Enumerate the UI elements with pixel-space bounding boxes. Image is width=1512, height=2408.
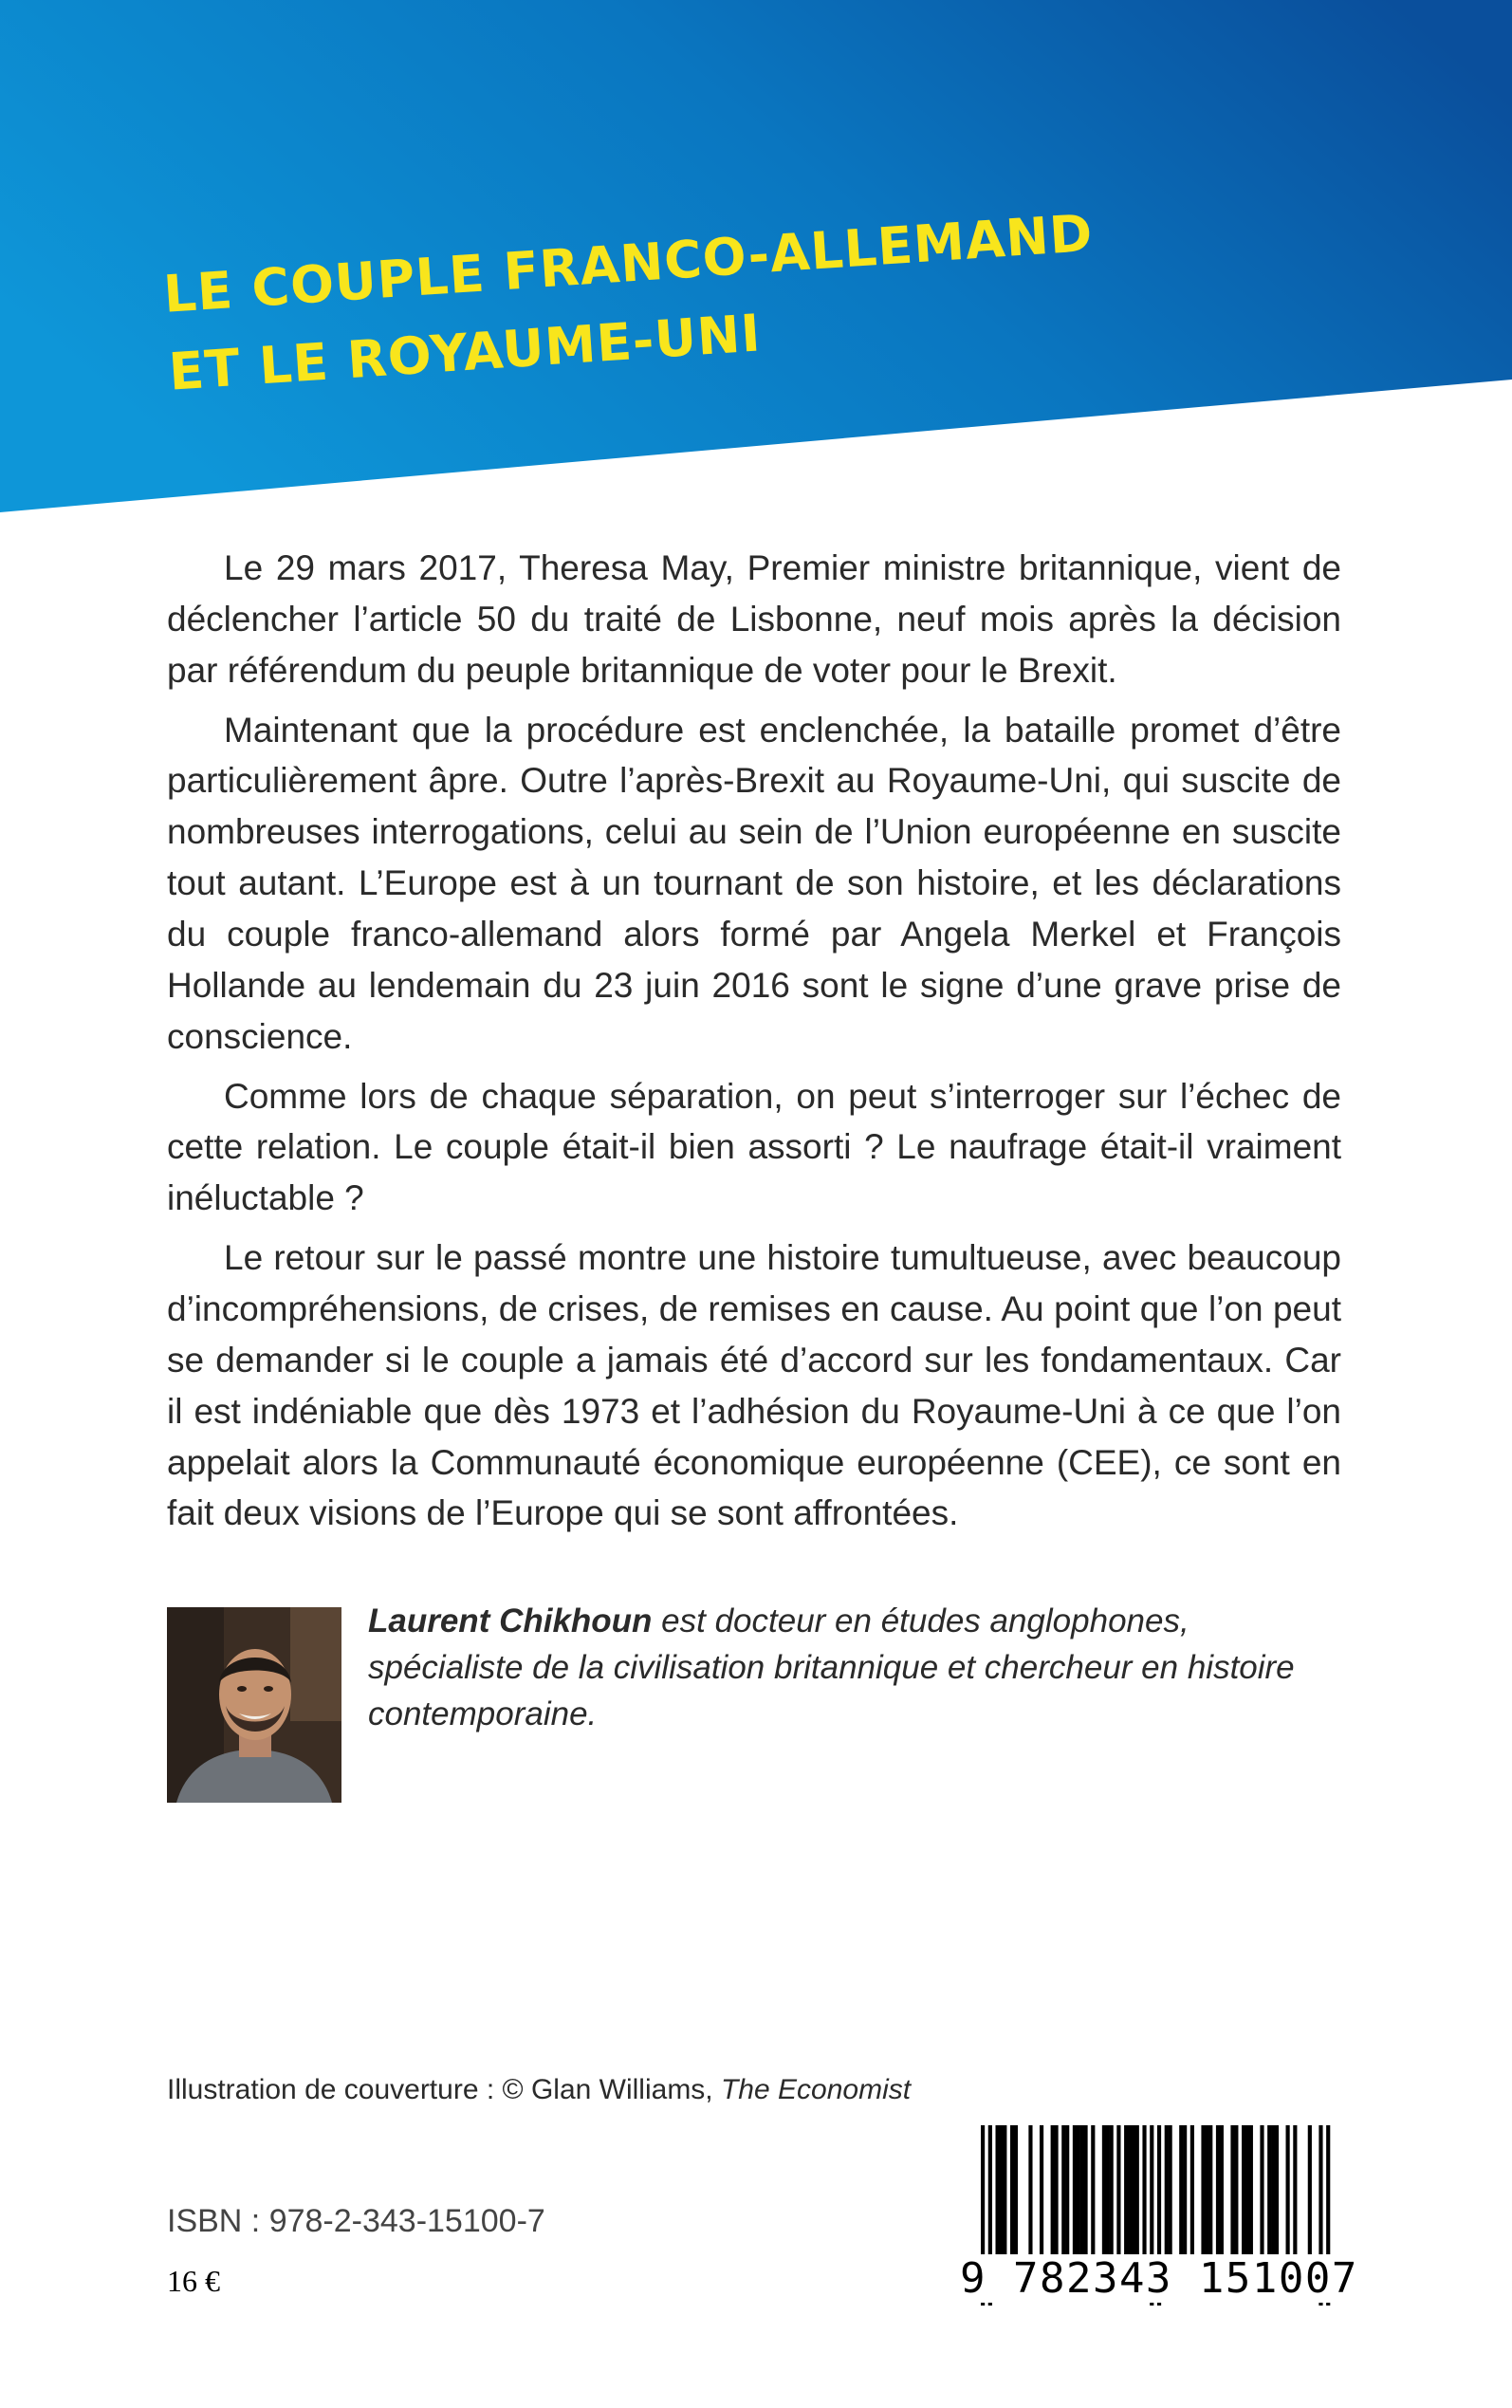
barcode-bar <box>1216 2125 1220 2258</box>
price: 16 € <box>167 2264 220 2298</box>
summary-paragraph: Comme lors de chaque séparation, on peut s’interroger sur l’échec de cette relation. Le couple était-il bien assorti ? Le naufrage était-il vraiment inéluctable ? <box>167 1076 1341 1218</box>
barcode-bar <box>1308 2125 1312 2258</box>
isbn: ISBN : 978-2-343-15100-7 <box>167 2203 545 2239</box>
book-title-line-2: ET LE ROYAUME-UNI <box>167 303 764 402</box>
barcode-bar <box>1073 2125 1077 2258</box>
barcode-bar <box>1132 2125 1135 2258</box>
barcode-bar <box>1040 2125 1043 2258</box>
barcode-bar <box>1267 2125 1271 2258</box>
barcode-bar <box>1061 2125 1065 2258</box>
barcode-bar <box>1208 2125 1212 2258</box>
author-description: est docteur en études anglophones, spécialiste de la civilisation britannique et chercheur en histoire contemporaine. <box>368 1602 1295 1732</box>
book-title-line-1: LE COUPLE FRANCO-ALLEMAND <box>161 202 1096 324</box>
back-cover-summary <box>167 543 1341 1547</box>
barcode-bar <box>1128 2125 1132 2258</box>
barcode-bar <box>1091 2125 1095 2258</box>
barcode-bar <box>1124 2125 1128 2258</box>
barcode-bar <box>1135 2125 1139 2258</box>
barcode-bar <box>1065 2125 1069 2258</box>
barcode-bar <box>1051 2125 1055 2258</box>
author-bio <box>368 1598 1345 1737</box>
illustration-credit-source: The Economist <box>720 2074 912 2105</box>
barcode-bar <box>1230 2125 1234 2258</box>
barcode-bar <box>1183 2125 1187 2258</box>
barcode-bar <box>1028 2125 1032 2258</box>
barcode-bar <box>1010 2125 1014 2258</box>
barcode-bar <box>1102 2125 1106 2258</box>
illustration-credit-text: Illustration de couverture : © Glan Williams, <box>167 2074 721 2105</box>
summary-paragraph: Maintenant que la procédure est enclenchée, la bataille promet d’être particulièrement âpre. Outre l’après-Brexit au Royaume-Uni, qui suscite de nombreuses interrogations, celui au sein de l’Union européenne en suscite tout autant. L’Europe est à un tournant de son histoire, et les déclarations du couple franco-allemand alors formé par Angela Merkel et François Hollande au lendemain du 23 juin 2016 sont le signe d’une grave prise de conscience. <box>167 710 1341 1056</box>
barcode-bar <box>1260 2125 1263 2258</box>
barcode-bar <box>1205 2125 1208 2258</box>
barcode-bar <box>1054 2125 1058 2258</box>
barcode-bar <box>1110 2125 1114 2258</box>
barcode-bar <box>1249 2125 1253 2258</box>
barcode-bar <box>1201 2125 1205 2258</box>
barcode-bar <box>1083 2125 1087 2258</box>
barcode-bar <box>1220 2125 1224 2258</box>
barcode-bar <box>1165 2125 1169 2258</box>
summary-paragraph: Le 29 mars 2017, Theresa May, Premier ministre britannique, vient de déclencher l’article 50 du traité de Lisbonne, neuf mois après la décision par référendum du peuple britannique de voter pour le Brexit. <box>167 548 1341 690</box>
author-photo <box>167 1607 341 1803</box>
barcode-bar <box>1014 2125 1018 2258</box>
illustration-credit <box>167 2074 911 2106</box>
barcode-bar <box>1293 2125 1297 2258</box>
barcode-bar <box>1245 2125 1249 2258</box>
barcode-bar <box>1080 2125 1084 2258</box>
barcode-bar <box>1106 2125 1110 2258</box>
author-name: Laurent Chikhoun <box>368 1602 653 1639</box>
barcode-bar <box>1142 2125 1146 2258</box>
barcode-digits: 9 782343 151007 <box>960 2254 1358 2303</box>
barcode-bar <box>995 2125 999 2258</box>
barcode-bar <box>1003 2125 1006 2258</box>
barcode-bar <box>1271 2125 1275 2258</box>
barcode-bar <box>1275 2125 1279 2258</box>
barcode-bar <box>1169 2125 1172 2258</box>
barcode-bar <box>1077 2125 1080 2258</box>
summary-paragraph: Le retour sur le passé montre une histoire tumultueuse, avec beaucoup d’incompréhensions, de crises, de remises en cause. Au point que l’on peut se demander si le couple a jamais été d’accord sur les fondamentaux. Car il est indéniable que dès 1973 et l’adhésion du Royaume-Uni à ce que l’on appelait alors la Communauté économique européenne (CEE), ce sont en fait deux visions de l’Europe qui se sont affrontées. <box>167 1238 1341 1533</box>
barcode-bar <box>999 2125 1003 2258</box>
barcode-bar <box>1242 2125 1245 2258</box>
barcode-bar <box>1179 2125 1183 2258</box>
barcode-bar <box>1190 2125 1194 2258</box>
barcode-bar <box>1116 2125 1120 2258</box>
barcode-bar <box>1286 2125 1290 2258</box>
barcode-bar <box>1234 2125 1238 2258</box>
